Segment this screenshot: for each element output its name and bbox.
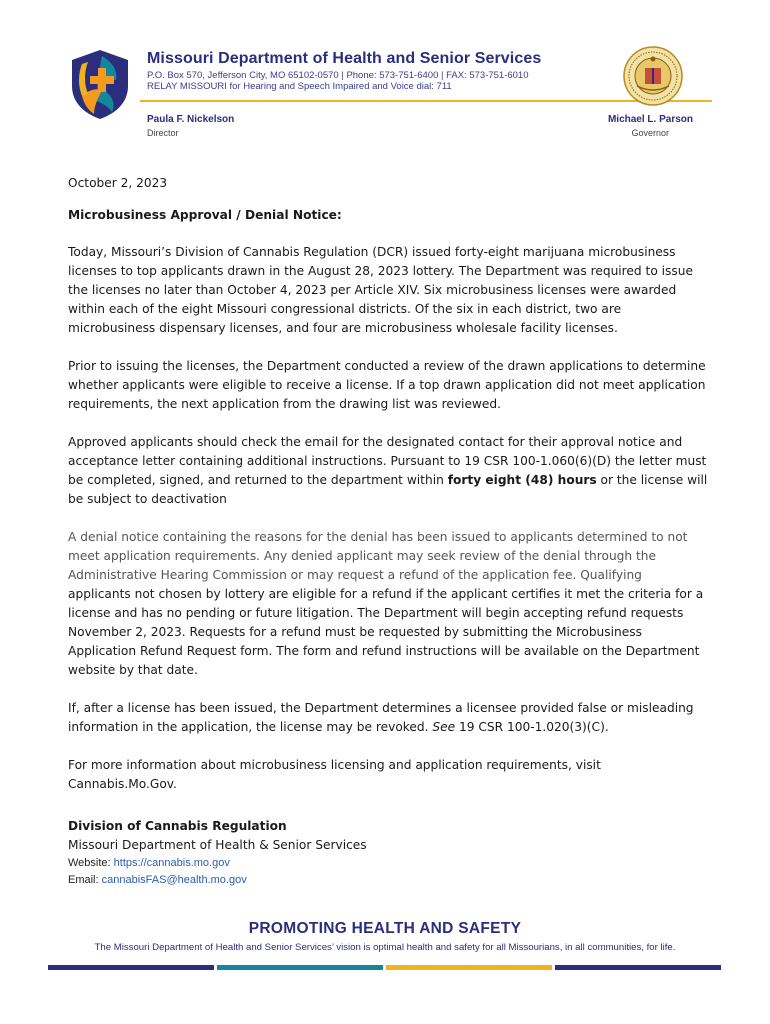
governor-name: Michael L. Parson xyxy=(607,114,693,125)
relay-line: RELAY MISSOURI for Hearing and Speech Impaired and Voice dial: 711 xyxy=(147,81,452,92)
website-line xyxy=(68,855,367,872)
address-line: P.O. Box 570, Jefferson City, MO 65102-0570 | Phone: 573-751-6400 | FAX: 573-751-6010 xyxy=(147,70,529,81)
paragraph-review: Prior to issuing the licenses, the Department conducted a review of the drawn applications to determine whether applicants were eligible to receive a license. If a top drawn application did not meet application requirements, the next application from the drawing list was reviewed. xyxy=(68,359,706,411)
department-name: Missouri Department of Health & Senior Services xyxy=(68,838,367,852)
dhss-logo xyxy=(68,48,132,120)
footer-bar-gold xyxy=(386,965,552,970)
footer-slogan: PROMOTING HEALTH AND SAFETY xyxy=(248,920,522,937)
paragraph-denial xyxy=(68,528,708,680)
letter-subject: Microbusiness Approval / Denial Notice: xyxy=(68,208,342,222)
see-citation: See xyxy=(432,720,456,734)
agency-address xyxy=(147,70,529,92)
approved-text-end: or the license will be subject to deactivation xyxy=(68,473,708,506)
letter-body xyxy=(68,174,708,813)
director-name: Paula F. Nickelson xyxy=(147,114,235,125)
website-label: Website: xyxy=(68,857,114,869)
governor-title: Governor xyxy=(631,128,669,138)
email-label: Email: xyxy=(68,874,102,886)
footer-bar-teal xyxy=(217,965,383,970)
website-link[interactable]: https://cannabis.mo.gov xyxy=(113,857,230,869)
approved-text: Approved applicants should check the email for the designated contact for their approval notice and acceptance letter containing additional instructions. Pursuant to 19 CSR 100-1.060(6)(D) the letter must be completed, signed, and returned to the department within xyxy=(68,435,707,487)
agency-name: Missouri Department of Health and Senior Services xyxy=(147,50,542,67)
director-title: Director xyxy=(147,128,179,138)
denial-text: A denial notice containing the reasons for the denial has been issued to applicants determined to not meet application requirements. Any denied applicant may seek review of the denial through the Administrative Hearing Commission or may request a refund of the application fee. Qualifying xyxy=(68,530,688,582)
division-name: Division of Cannabis Regulation xyxy=(68,819,287,833)
email-link[interactable]: cannabisFAS@health.mo.gov xyxy=(101,874,247,886)
footer-bar-navy-2 xyxy=(555,965,721,970)
deadline-emphasis: forty eight (48) hours xyxy=(447,473,597,487)
governor-block xyxy=(608,114,693,138)
paragraph-licenses: Today, Missouri’s Division of Cannabis Regulation (DCR) issued forty-eight marijuana microbusiness licenses to top applicants drawn in the August 28, 2023 lottery. The Department was required to issue the licenses no later than October 4, 2023 per Article XIV. Six microbusiness licenses were awarded within each of the eight Missouri congressional districts. Of the six in each district, two are microbusiness dispensary licenses, and four are microbusiness wholesale facility licenses. xyxy=(68,245,693,335)
paragraph-revocation xyxy=(68,699,708,737)
paragraph-approved xyxy=(68,433,708,509)
refund-text: applicants not chosen by lottery are eligible for a refund if the applicant certifies it met the criteria for a license and has no pending or future litigation. The Department will begin accepting refund requests November 2, 2023. Requests for a refund must be requested by submitting the Microbusiness Application Refund Request form. The form and refund instructions will be available on the Department website by that date. xyxy=(68,587,704,677)
citation-text: 19 CSR 100-1.020(3)(C). xyxy=(455,720,609,734)
signature-block xyxy=(68,817,367,889)
director-block xyxy=(147,114,234,138)
email-line xyxy=(68,872,367,889)
revocation-text: If, after a license has been issued, the Department determines a licensee provided false or misleading information in the application, the license may be revoked. xyxy=(68,701,694,734)
missouri-seal xyxy=(623,46,683,106)
footer-bar-navy xyxy=(48,965,214,970)
footer-vision: The Missouri Department of Health and Senior Services’ vision is optimal health and safety for all Missourians, in all communities, for life. xyxy=(94,942,676,953)
paragraph-more-info: For more information about microbusiness licensing and application requirements, visit Cannabis.Mo.Gov. xyxy=(68,758,601,791)
letter-date: October 2, 2023 xyxy=(68,176,168,190)
